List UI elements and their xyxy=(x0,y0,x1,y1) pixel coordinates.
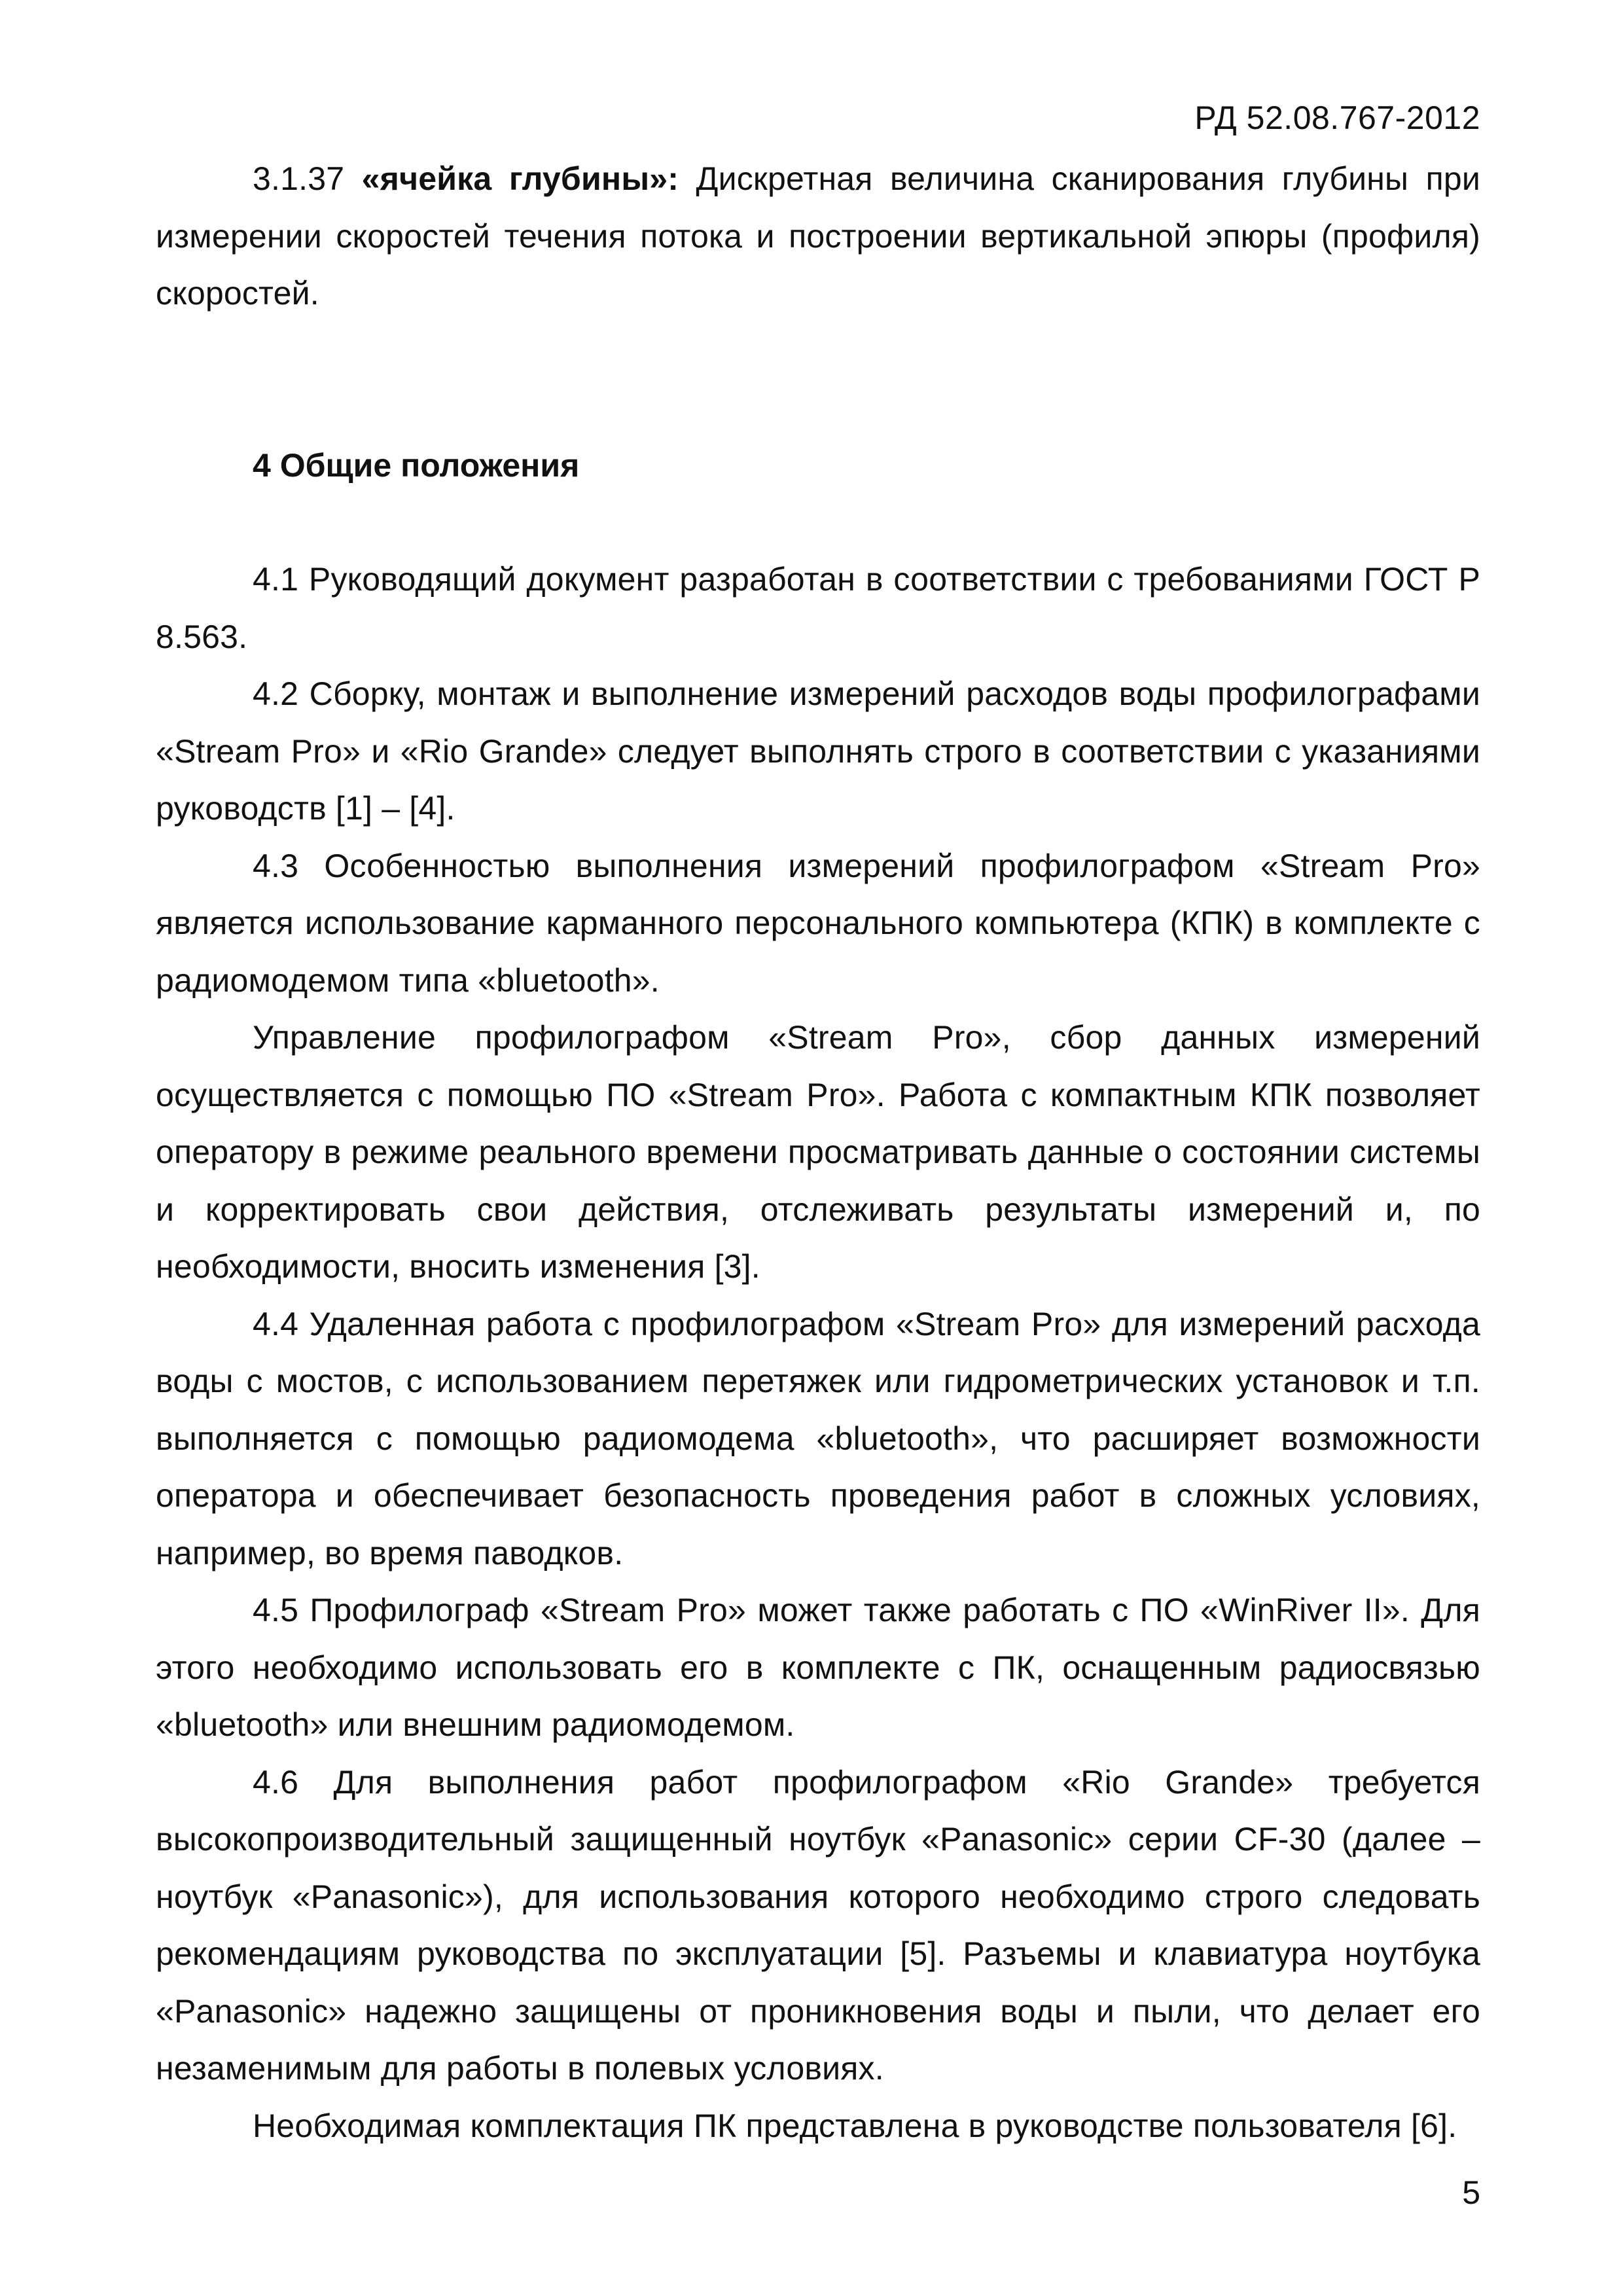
document-page xyxy=(156,85,1480,2258)
paragraph-number: 3.1.37 xyxy=(253,160,362,197)
term-definition: «ячейка глубины»: xyxy=(361,160,679,197)
paragraph-4-6: 4.6 Для выполнения работ профилографом «Rio Grande» требуется высокопроизводительный защищенный ноутбук «Panasonic» серии CF-30 (далее – ноутбук «Panasonic»), для использования которого необходимо строго следовать рекомендациям руководства по эксплуатации [5]. Разъемы и клавиатура ноутбука «Panasonic» надежно защищены от проникновения воды и пыли, что делает его незаменимым для работы в полевых условиях. xyxy=(156,1763,1480,2087)
spacer xyxy=(156,494,1480,551)
paragraph-4-2: 4.2 Сборку, монтаж и выполнение измерений расходов воды профилографами «Stream Pro» и «Rio Grande» следует выполнять строго в соответствии с указаниями руководств [1] – [4]. xyxy=(156,675,1480,827)
page-number: 5 xyxy=(1462,2174,1480,2211)
term-text: Дискретная величина сканирования глубины при измерении скоростей течения потока и построении вертикальной эпюры (профиля) скоростей. xyxy=(156,160,1481,312)
paragraph-4-3-continued: Управление профилографом «Stream Pro», сбор данных измерений осуществляется с помощью ПО «Stream Pro». Работа с компактным КПК позволяет оператору в режиме реального времени просматривать данные о состоянии системы и корректировать свои действия, отслеживать результаты измерений и, по необходимости, вносить изменения [3]. xyxy=(156,1019,1480,1285)
paragraph-4-5: 4.5 Профилограф «Stream Pro» может также работать с ПО «WinRiver II». Для этого необходимо использовать его в комплекте с ПК, оснащенным радиосвязью «bluetooth» или внешним радиомодемом. xyxy=(156,1592,1480,1743)
spacer xyxy=(156,323,1480,437)
section-heading-4: 4 Общие положения xyxy=(253,446,580,484)
paragraph-4-3: 4.3 Особенностью выполнения измерений профилографом «Stream Pro» является использование карманного персонального компьютера (КПК) в комплекте с радиомодемом типа «bluetooth». xyxy=(156,847,1480,999)
paragraph-4-4: 4.4 Удаленная работа с профилографом «Stream Pro» для измерений расхода воды с мостов, с использованием перетяжек или гидрометрических установок и т.п. выполняется с помощью радиомодема «bluetooth», что расширяет возможности оператора и обеспечивает безопасность проведения работ в сложных условиях, например, во время паводков. xyxy=(156,1305,1480,1571)
page-content xyxy=(156,151,1480,2155)
paragraph-4-1: 4.1 Руководящий документ разработан в соответствии с требованиями ГОСТ Р 8.563. xyxy=(156,561,1480,655)
paragraph-4-6-continued: Необходимая комплектация ПК представлена в руководстве пользователя [6]. xyxy=(253,2107,1457,2144)
paragraph-3-1-37 xyxy=(156,151,1480,323)
document-code: РД 52.08.767-2012 xyxy=(1194,99,1480,136)
